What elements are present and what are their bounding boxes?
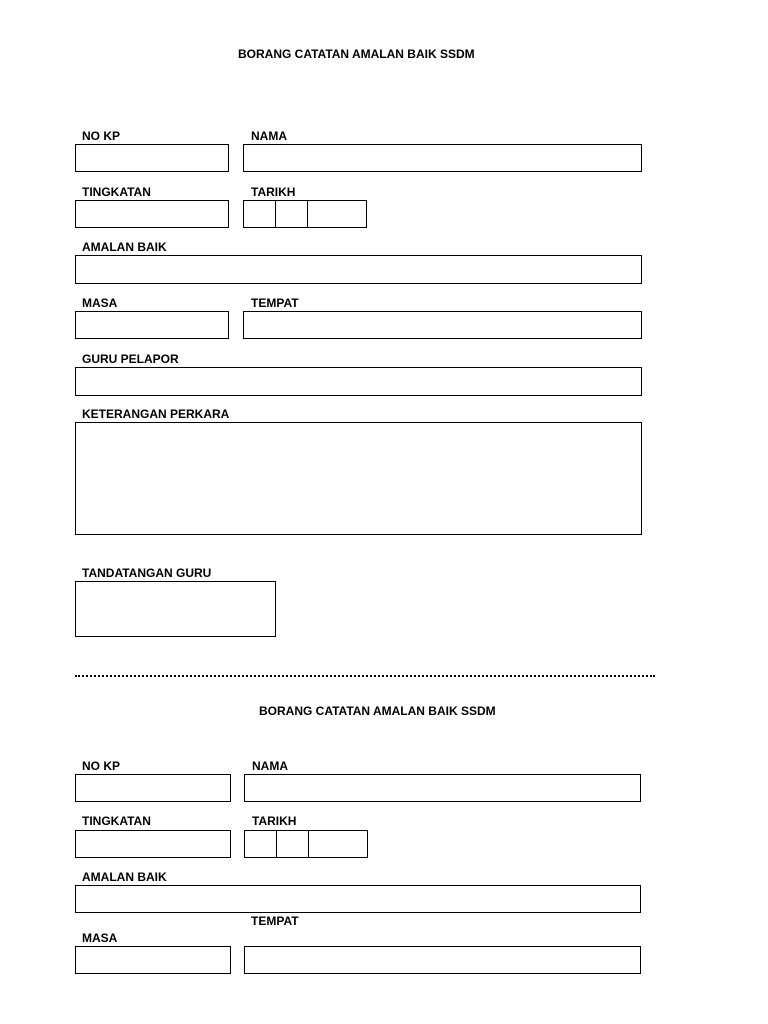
no-kp-field-2[interactable] xyxy=(75,774,231,802)
tarikh-day-divider xyxy=(275,201,276,227)
keterangan-perkara-field[interactable] xyxy=(75,422,642,535)
no-kp-label: NO KP xyxy=(82,129,121,143)
tingkatan-field-2[interactable] xyxy=(75,830,231,858)
tingkatan-field[interactable] xyxy=(75,200,229,228)
tandatangan-guru-field[interactable] xyxy=(75,581,276,637)
tempat-label-2: TEMPAT xyxy=(251,914,299,928)
amalan-baik-field[interactable] xyxy=(75,255,642,284)
no-kp-field[interactable] xyxy=(75,144,229,172)
cut-line xyxy=(75,675,655,677)
tarikh-field[interactable] xyxy=(243,200,367,228)
tarikh-field-2[interactable] xyxy=(244,830,368,858)
amalan-baik-field-2[interactable] xyxy=(75,885,641,913)
form1-title: BORANG CATATAN AMALAN BAIK SSDM xyxy=(238,47,475,61)
tempat-field[interactable] xyxy=(243,311,642,339)
masa-label: MASA xyxy=(82,296,118,310)
tempat-label: TEMPAT xyxy=(251,296,299,310)
nama-field[interactable] xyxy=(243,144,642,172)
nama-label: NAMA xyxy=(251,129,287,143)
tarikh-month-divider xyxy=(307,201,308,227)
tempat-field-2[interactable] xyxy=(244,946,641,974)
form2-title: BORANG CATATAN AMALAN BAIK SSDM xyxy=(259,704,496,718)
amalan-baik-label: AMALAN BAIK xyxy=(82,240,167,254)
nama-field-2[interactable] xyxy=(244,774,641,802)
tandatangan-guru-label: TANDATANGAN GURU xyxy=(82,566,212,580)
masa-field-2[interactable] xyxy=(75,946,231,974)
guru-pelapor-field[interactable] xyxy=(75,367,642,396)
tingkatan-label: TINGKATAN xyxy=(82,185,151,199)
amalan-baik-label-2: AMALAN BAIK xyxy=(82,870,167,884)
tarikh-label: TARIKH xyxy=(251,185,296,199)
tarikh-label-2: TARIKH xyxy=(252,814,297,828)
nama-label-2: NAMA xyxy=(252,759,288,773)
masa-label-2: MASA xyxy=(82,931,118,945)
tarikh-day-divider-2 xyxy=(276,831,277,857)
tingkatan-label-2: TINGKATAN xyxy=(82,814,151,828)
masa-field[interactable] xyxy=(75,311,229,339)
no-kp-label-2: NO KP xyxy=(82,759,121,773)
guru-pelapor-label: GURU PELAPOR xyxy=(82,352,179,366)
keterangan-perkara-label: KETERANGAN PERKARA xyxy=(82,407,230,421)
tarikh-month-divider-2 xyxy=(308,831,309,857)
